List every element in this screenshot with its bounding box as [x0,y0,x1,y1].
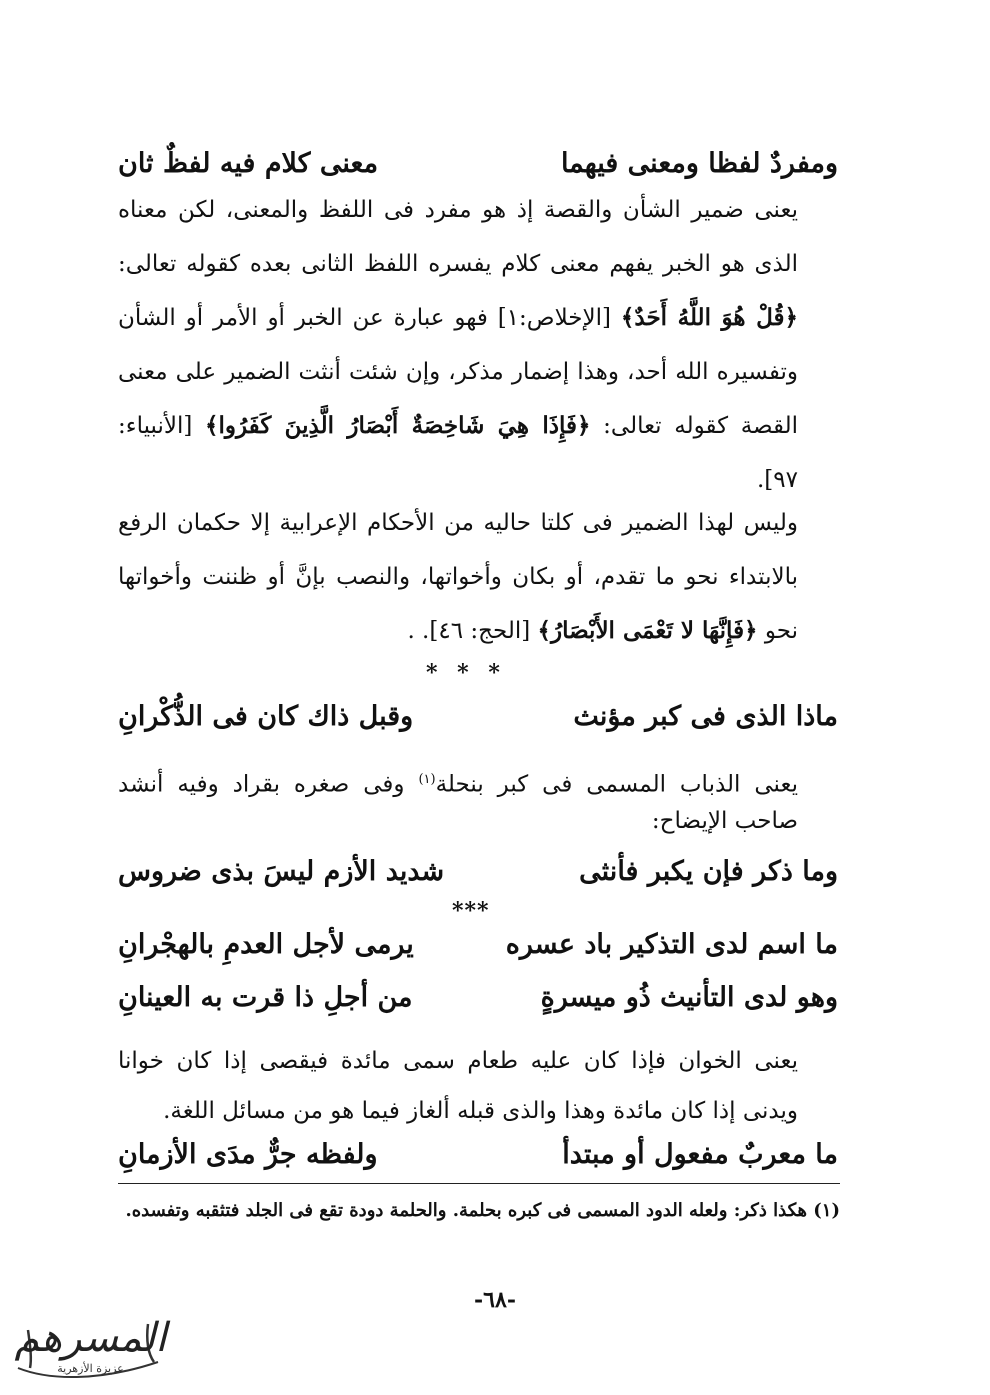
verse-4-second-hemistich: يرمى لأجل العدمِ بالهجْرانِ [118,929,414,960]
paragraph-4 [118,1036,838,1136]
verse-6-second-hemistich: ولفظه جرٌّ مدَى الأزمانِ [118,1139,378,1170]
verse-3-first-hemistich: وما ذكر فإن يكبر فأنثى [579,856,838,887]
paragraph-2-text-b: [الحج: ٤٦]. . [407,618,531,644]
section-separator-1: * * * [426,660,506,686]
verse-3-second-hemistich: شديد الأزم ليسَ بذى ضروس [118,856,445,887]
footnote-divider [118,1183,840,1184]
quran-quote-1: ﴿قُلْ هُوَ اللَّهُ أَحَدٌ﴾ [620,304,798,331]
paragraph-1-text-b: [الإخلاص:١] فهو عبارة عن الخبر أو الأمر أو الشأن وتفسيره الله أحد، وهذا إضمار مذكر، وإن شئت أنثت الضمير على معنى القصة كقوله تعالى: [118,305,799,439]
verse-4 [118,925,838,965]
watermark-logo-text: المسرهم [14,1315,167,1361]
verse-6 [118,1135,838,1175]
verse-5-second-hemistich: من أجلِ ذا قرت به العينانِ [118,982,413,1013]
footnote-marker: (١) [418,772,436,787]
quran-quote-3: ﴿فَإِنَّهَا لا تَعْمَى الأَبْصَارُ﴾ [537,617,758,644]
page-number: -٦٨- [474,1287,516,1313]
footnote: (١) هكذا ذكر: ولعله الدود المسمى فى كبره بحلمة. والحلمة دودة تقع فى الجلد فتثقبه وتفسده. [125,1200,840,1221]
quran-quote-2: ﴿فَإِذَا هِيَ شَاخِصَةٌ أَبْصَارُ الَّذِينَ كَفَرُوا﴾ [205,412,591,439]
verse-2-second-hemistich: وقبل ذاك كان فى الذُّكْرانِ [118,701,414,732]
paragraph-1 [118,184,838,507]
paragraph-3-text-b: وفى صغره بقراد وفيه أنشد صاحب الإيضاح: [118,771,798,834]
verse-1-second-hemistich: معنى كلام فيه لفظٌ ثان [118,148,379,179]
verse-3 [118,852,838,892]
paragraph-3-text-a: يعنى الذباب المسمى فى كبر بنحلة [435,771,798,798]
section-separator-2: *** [452,898,490,924]
verse-1-first-hemistich: ومفردٌ لفظا ومعنى فيهما [560,148,838,179]
watermark-logo [8,1310,173,1390]
verse-5-first-hemistich: وهو لدى التأنيث ذُو ميسرةٍ [540,982,838,1013]
paragraph-1-text-c: [الأنبياء: ٩٧]. [118,413,798,493]
paragraph-1-text-a: يعنى ضمير الشأن والقصة إذ هو مفرد فى اللفظ والمعنى، لكن معناه الذى هو الخبر يفهم معنى كلام يفسره اللفظ الثانى بعده كقوله تعالى: [118,197,798,277]
verse-2-first-hemistich: ماذا الذى فى كبر مؤنث [573,701,838,732]
paragraph-3 [118,762,838,839]
paragraph-4-text: يعنى الخوان فإذا كان عليه طعام سمى مائدة فيقصى إذا كان خوانا ويدنى إذا كان مائدة وهذا والذى قبله ألغاز فيما هو من مسائل اللغة. [118,1048,798,1124]
paragraph-2-text-a: وليس لهذا الضمير فى كلتا حاليه من الأحكام الإعرابية إلا حكمان الرفع بالابتداء نحو ما تقدم، أو بكان وأخواتها، والنصب بإنَّ أو ظننت وأخواتها نحو [118,510,798,644]
paragraph-2 [118,497,838,659]
watermark-logo-caption: عزيزة الأزهرية [57,1362,124,1375]
verse-6-first-hemistich: ما معربٌ مفعول أو مبتدأ [562,1139,838,1170]
verse-4-first-hemistich: ما اسم لدى التذكير باد عسره [505,929,838,960]
verse-1 [118,144,838,184]
verse-5 [118,978,838,1018]
verse-2 [118,697,838,737]
